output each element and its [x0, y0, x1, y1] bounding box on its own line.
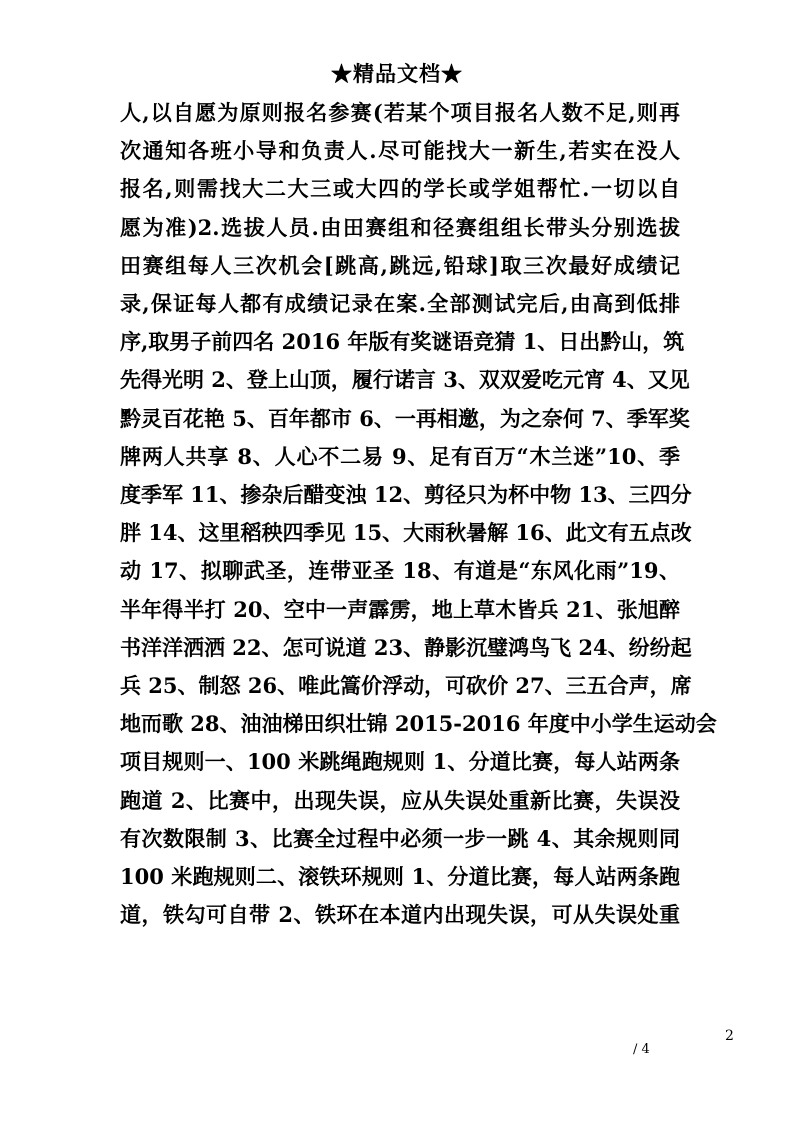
text-line: 地而歌 28、油油梯田织壮锦 2015-2016 年度中小学生运动会	[120, 711, 717, 737]
page-number: 2	[725, 1028, 734, 1044]
text-line: 项目规则一、100 米跳绳跑规则 1、分道比赛，每人站两条	[120, 749, 680, 775]
document-body	[120, 94, 717, 934]
text-line: 书洋洋洒洒 22、怎可说道 23、静影沉璧鸿鸟飞 24、纷纷起	[120, 634, 692, 660]
text-line: 度季军 11、掺杂后醋变浊 12、剪径只为杯中物 13、三四分	[120, 482, 692, 508]
text-line: 愿为准)2.选拔人员.由田赛组和径赛组组长带头分别选拔	[120, 214, 680, 240]
text-line: 田赛组每人三次机会[跳高,跳远,铅球]取三次最好成绩记	[120, 252, 680, 278]
text-line: 次通知各班小导和负责人.尽可能找大一新生,若实在没人	[120, 138, 680, 164]
page-total: / 4	[633, 1042, 650, 1057]
text-line: 黔灵百花艳 5、百年都市 6、一再相邀，为之奈何 7、季军奖	[120, 405, 690, 431]
text-line: 录,保证每人都有成绩记录在案.全部测试完后,由高到低排	[120, 291, 680, 317]
text-line: 兵 25、制怒 26、唯此篙价浮动，可砍价 27、三五合声，席	[120, 673, 692, 699]
text-line: 跑道 2、比赛中，出现失误，应从失误处重新比赛，失误没	[120, 787, 680, 813]
text-line: 道，铁勾可自带 2、铁环在本道内出现失误，可从失误处重	[120, 902, 680, 928]
text-line: 报名,则需找大二大三或大四的学长或学姐帮忙.一切以自	[120, 176, 680, 202]
text-line: 牌两人共享 8、人心不二易 9、足有百万“木兰迷”10、季	[120, 443, 680, 469]
text-line: 序,取男子前四名 2016 年版有奖谜语竞猜 1、日出黔山，筑	[120, 329, 685, 355]
text-line: 有次数限制 3、比赛全过程中必须一步一跳 4、其余规则同	[120, 825, 680, 851]
text-line: 人,以自愿为原则报名参赛(若某个项目报名人数不足,则再	[120, 100, 680, 125]
text-line: 半年得半打 20、空中一声霹雳，地上草木皆兵 21、张旭醉	[120, 596, 680, 622]
page-header-title: ★精品文档★	[331, 61, 463, 86]
text-line: 先得光明 2、登上山顶，履行诺言 3、双双爱吃元宵 4、又见	[120, 367, 690, 393]
text-line: 胖 14、这里稻秧四季见 15、大雨秋暑解 16、此文有五点改	[120, 520, 692, 546]
text-line: 动 17、拟聊武圣，连带亚圣 18、有道是“东风化雨”19、	[120, 558, 680, 584]
text-line: 100 米跑规则二、滚铁环规则 1、分道比赛，每人站两条跑	[120, 864, 680, 890]
